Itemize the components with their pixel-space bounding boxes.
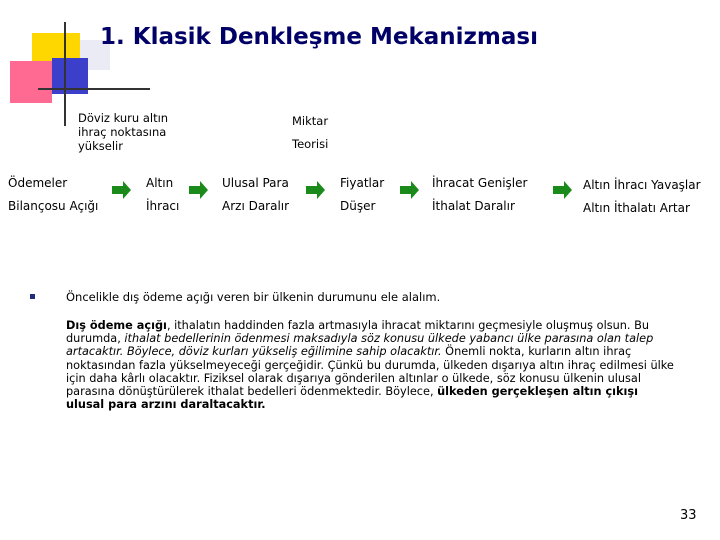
arrow-right-icon [306,180,326,200]
label-miktar: Miktar [292,114,329,128]
paragraph-text-2: Önemli nokta, kurların altın ihraç noktasından fazla yükselmeyeceği gerçeğidir. Çünkü bu durumda, ülkeden dışarıya altın ihraç edilmesi ülke için daha kârlı olacaktır. Fiziksel olarak dışarıya gönderilen altınlar o ülkede, söz konusu ülkenin ulusal parasına dönüştürülerek ithalat bedelleri ödenmektedir. Böylece, [66,345,674,399]
flow-cell-ithalat-daralir: İthalat Daralır [432,199,515,213]
bullet-marker [30,294,35,299]
bullet-text: Öncelikle dış ödeme açığı veren bir ülkenin durumunu ele alalım. [66,290,441,304]
paragraph-bold-lead: Dış ödeme açığı [66,319,167,332]
paragraph-text-1: , ithalatın haddinden fazla artmasıyla ihracat miktarını geçmesiyle oluşmuş olsun. Bu durumda, [66,319,650,346]
flow-cell-fiyatlar: Fiyatlar [340,176,385,190]
flow-cell-odemeler: Ödemeler [8,176,68,190]
flow-cell-ihracat-genisler: İhracat Genişler [432,176,528,190]
flow-cell-arzi-daralir: Arzı Daralır [222,199,290,213]
flow-cell-ihraci: İhracı [146,199,180,213]
page-number: 33 [680,508,697,523]
flow-cell-duser: Düşer [340,199,376,213]
paragraph-bold-conclusion: ülkeden gerçekleşen altın çıkışı ulusal para arzını daraltacaktır. [66,385,639,412]
flow-cell-ulusal-para: Ulusal Para [222,176,289,190]
decor-vertical-line [64,22,66,126]
arrow-right-icon [189,180,209,200]
flow-cell-altin-ihraci-yavaslar: Altın İhracı Yavaşlar [583,178,701,192]
flow-cell-altin: Altın [146,176,174,190]
label-teorisi: Teorisi [292,137,329,151]
label-doviz-kuru: Döviz kuru altın ihraç noktasına yükselir [78,111,169,153]
decor-horizontal-line [38,88,150,90]
body-paragraph [66,319,678,411]
flow-cell-bilancosu-acigi: Bilançosu Açığı [8,199,99,213]
arrow-right-icon [553,180,573,200]
arrow-right-icon [112,180,132,200]
flow-cell-altin-ithalati-artar: Altın İthalatı Artar [583,201,690,215]
page-title: 1. Klasik Denkleşme Mekanizması [100,24,538,50]
arrow-right-icon [400,180,420,200]
paragraph-italic: ithalat bedellerinin ödenmesi maksadıyla söz konusu ülkede yabancı ülke parasına olan talep artacaktır. Böylece, döviz kurları yükseliş eğilimine sahip olacaktır. [66,332,654,359]
decor-pink-square [10,61,52,103]
